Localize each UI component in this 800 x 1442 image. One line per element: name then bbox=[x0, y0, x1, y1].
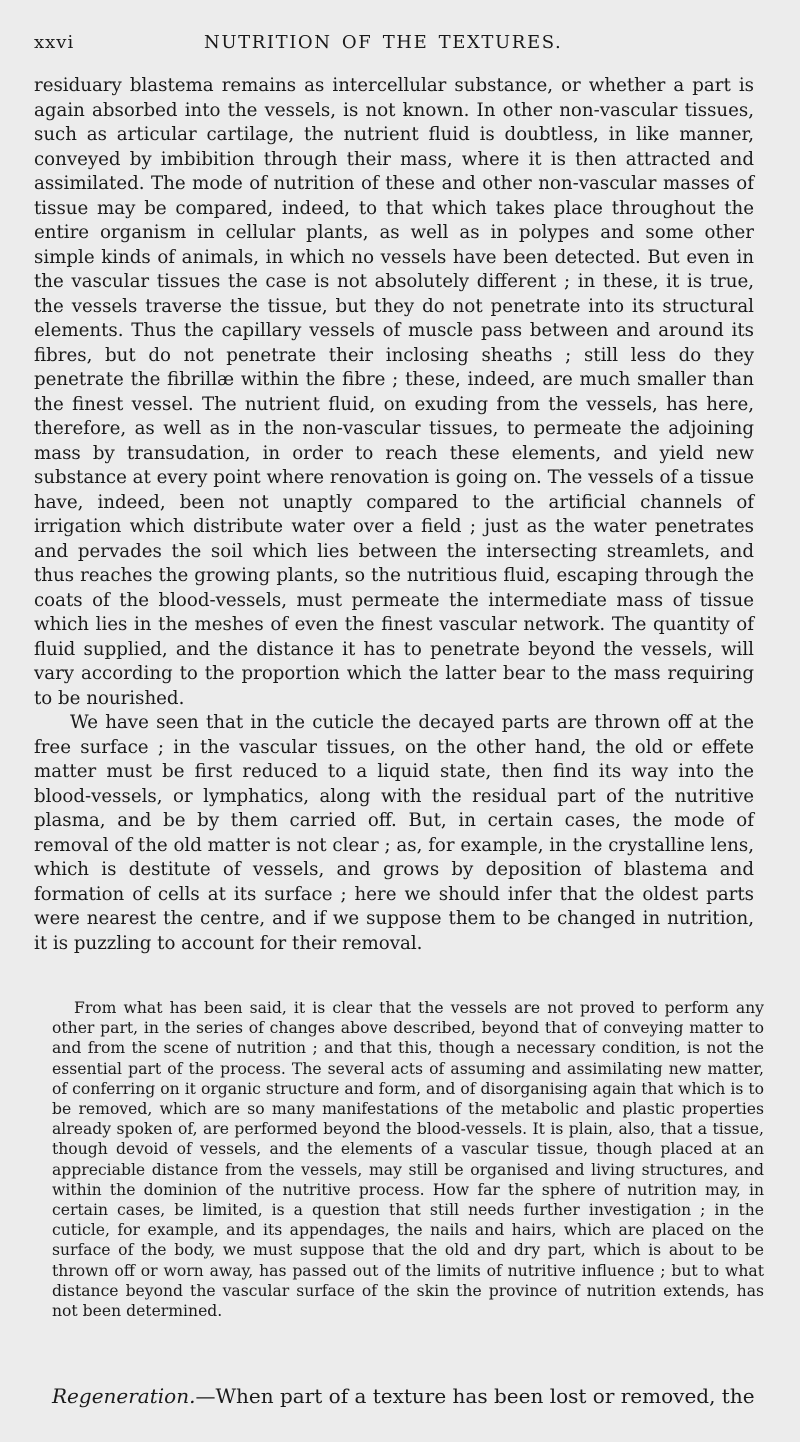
paragraph-cuticle: We have seen that in the cuticle the decayed parts are thrown off at the free surface ; in the vascular tissues, on the other hand, the old or effete matter must be first reduced to a liquid state, then find its way into the blood-vessels, or lymphatics, along with the residual part of the nutritive plasma, and be by them carried off. But, in certain cases, the mode of removal of the old matter is not clear ; as, for example, in the crystalline lens, which is destitute of vessels, and grows by deposition of blastema and formation of cells at its surface ; here we should infer that the oldest parts were nearest the centre, and if we suppose them to be changed in nutrition, it is puzzling to account for their removal. bbox=[34, 712, 754, 954]
small-print-paragraph: From what has been said, it is clear that the vessels are not proved to perform any other part, in the series of changes above described, beyond that of conveying matter to and from the scene of nutrition ; and that this, though a necessary condition, is not the essential part of the process. The several acts of assuming and assimilating new matter, of conferring on it organic structure and form, and of disorganising again that which is to be removed, which are so many manifestations of the metabolic and plastic properties already spoken of, are performed beyond the blood-vessels. It is plain, also, that a tissue, though devoid of vessels, and the elements of a vascular tissue, though placed at an appreciable distance from the vessels, may still be organised and living structures, and within the dominion of the nutritive process. How far the sphere of nutrition may, in certain cases, be limited, is a question that still needs further investigation ; in the cuticle, for example, and its appendages, the nails and hairs, which are placed on the surface of the body, we must suppose that the old and dry part, which is about to be thrown off or worn away, has passed out of the limits of nutritive influence ; but to what distance beyond the vascular surface of the skin the province of nutrition extends, has not been determined. bbox=[52, 999, 764, 1321]
page-number: xxvi bbox=[34, 32, 75, 53]
running-title: NUTRITION OF THE TEXTURES. bbox=[204, 32, 563, 53]
paragraph-continued: residuary blastema remains as intercellular substance, or whether a part is again absorbed into the vessels, is not known. In other non-vascular tissues, such as articular cartilage, the nutrient fluid is doubtless, in like manner, conveyed by imbibition through their mass, where it is then attracted and assimilated. The mode of nutrition of these and other non-vascular masses of tissue may be compared, indeed, to that which takes place throughout the entire organism in cellular plants, as well as in polypes and some other simple kinds of animals, in which no vessels have been detected. But even in the vascular tissues the case is not absolutely different ; in these, it is true, the vessels traverse the tissue, but they do not penetrate into its structural elements. Thus the capillary vessels of muscle pass between and around its fibres, but do not penetrate their inclosing sheaths ; still less do they penetrate the fibrillæ within the fibre ; these, indeed, are much smaller than the finest vessel. The nutrient fluid, on exuding from the vessels, has here, therefore, as well as in the non-vascular tissues, to permeate the adjoining mass by transudation, in order to reach these elements, and yield new substance at every point where renovation is going on. The vessels of a tissue have, indeed, been not unaptly compared to the artificial channels of irrigation which distribute water over a field ; just as the water penetrates and pervades the soil which lies between the intersecting streamlets, and thus reaches the growing plants, so the nutritious fluid, escaping through the coats of the blood-vessels, must permeate the intermediate mass of tissue which lies in the meshes of even the finest vascular network. The quantity of fluid supplied, and the distance it has to penetrate beyond the vessels, will vary according to the proportion which the latter bear to the mass requiring to be nourished. bbox=[34, 75, 754, 709]
section-text: —When part of a texture has been lost or removed, the bbox=[195, 1384, 755, 1408]
main-text bbox=[34, 74, 754, 956]
running-head bbox=[34, 32, 760, 58]
regeneration-section bbox=[52, 1383, 764, 1409]
section-heading: Regeneration. bbox=[52, 1384, 196, 1408]
